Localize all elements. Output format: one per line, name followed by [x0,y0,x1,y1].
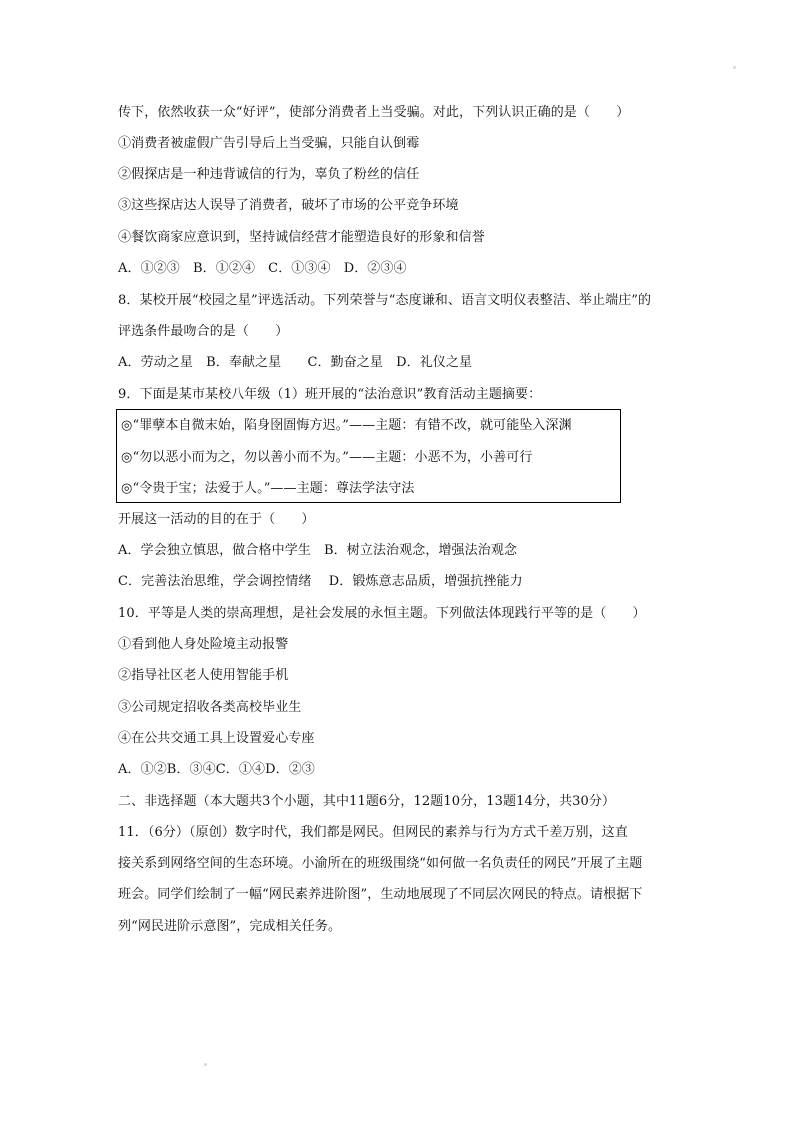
q11-line-4: 列“网民进阶示意图”，完成相关任务。 [118,919,342,934]
q9-stem: 9．下面是某市某校八年级（1）班开展的“法治意识”教育活动主题摘要： [118,387,542,402]
q8-stem-line-2: 评选条件最吻合的是（ ） [118,324,289,339]
q7-option-4: ④餐饮商家应意识到，坚持诚信经营才能塑造良好的形象和信誉 [118,230,485,245]
q7-option-1: ①消费者被虚假广告引导后上当受骗，只能自认倒霉 [118,136,420,151]
q9-question: 开展这一活动的目的在于（ ） [118,512,315,527]
q11-line-1: 11．（6分）（原创）数字时代，我们都是网民。但网民的素养与行为方式千差万别，这直 [118,825,628,840]
q10-answer-choices: A．①②B．③④C．①④D．②③ [118,762,315,777]
q9-choices-cd: C．完善法治思维，学会调控情绪 D．锻炼意志品质，增强抗挫能力 [118,574,523,589]
q10-stem: 10．平等是人类的崇高理想，是社会发展的永恒主题。下列做法体现践行平等的是（ ） [118,606,646,621]
q9-choices-ab: A．学会独立慎思，做合格中学生 B．树立法治观念，增强法治观念 [118,543,518,558]
q10-option-2: ②指导社区老人使用智能手机 [118,668,289,683]
section-2-heading: 二、非选择题（本大题共3个小题，其中11题6分，12题10分，13题14分，共30分） [118,794,616,809]
q9-theme-2: ◎“勿以恶小而为之，勿以善小而不为。”——主题：小恶不为，小善可行 [121,450,533,465]
q7-option-2: ②假探店是一种违背诚信的行为，辜负了粉丝的信任 [118,167,420,182]
q11-line-3: 班会。同学们绘制了一幅“网民素养进阶图”，生动地展现了不同层次网民的特点。请根据下 [118,887,643,902]
q8-answer-choices: A．劳动之星 B．奉献之星 C．勤奋之星 D．礼仪之星 [118,355,473,370]
q7-stem-continuation: 传下，依然收获一众“好评”，使部分消费者上当受骗。对此，下列认识正确的是（ ） [118,105,630,120]
q7-answer-choices: A．①②③ B．①②④ C．①③④ D．②③④ [118,261,407,276]
scan-speck [204,1063,207,1066]
q8-stem-line-1: 8．某校开展“校园之星”评选活动。下列荣誉与“态度谦和、语言文明仪表整洁、举止端庄”的 [118,293,652,308]
q10-option-3: ③公司规定招收各类高校毕业生 [118,700,302,715]
q9-theme-3: ◎“令贵于宝；法爱于人。”——主题：尊法学法守法 [121,481,415,496]
q9-theme-1: ◎“罪孽本自微末始，陷身囹圄悔方迟。”——主题：有错不改，就可能坠入深渊 [121,418,572,433]
q10-option-1: ①看到他人身处险境主动报警 [118,637,289,652]
scan-speck [733,66,736,69]
q11-line-2: 接关系到网络空间的生态环境。小渝所在的班级围绕“如何做一名负责任的网民”开展了主题 [118,856,643,871]
q10-option-4: ④在公共交通工具上设置爱心专座 [118,731,315,746]
q9-theme-box [116,409,621,503]
q7-option-3: ③这些探店达人误导了消费者，破坏了市场的公平竞争环境 [118,198,459,213]
